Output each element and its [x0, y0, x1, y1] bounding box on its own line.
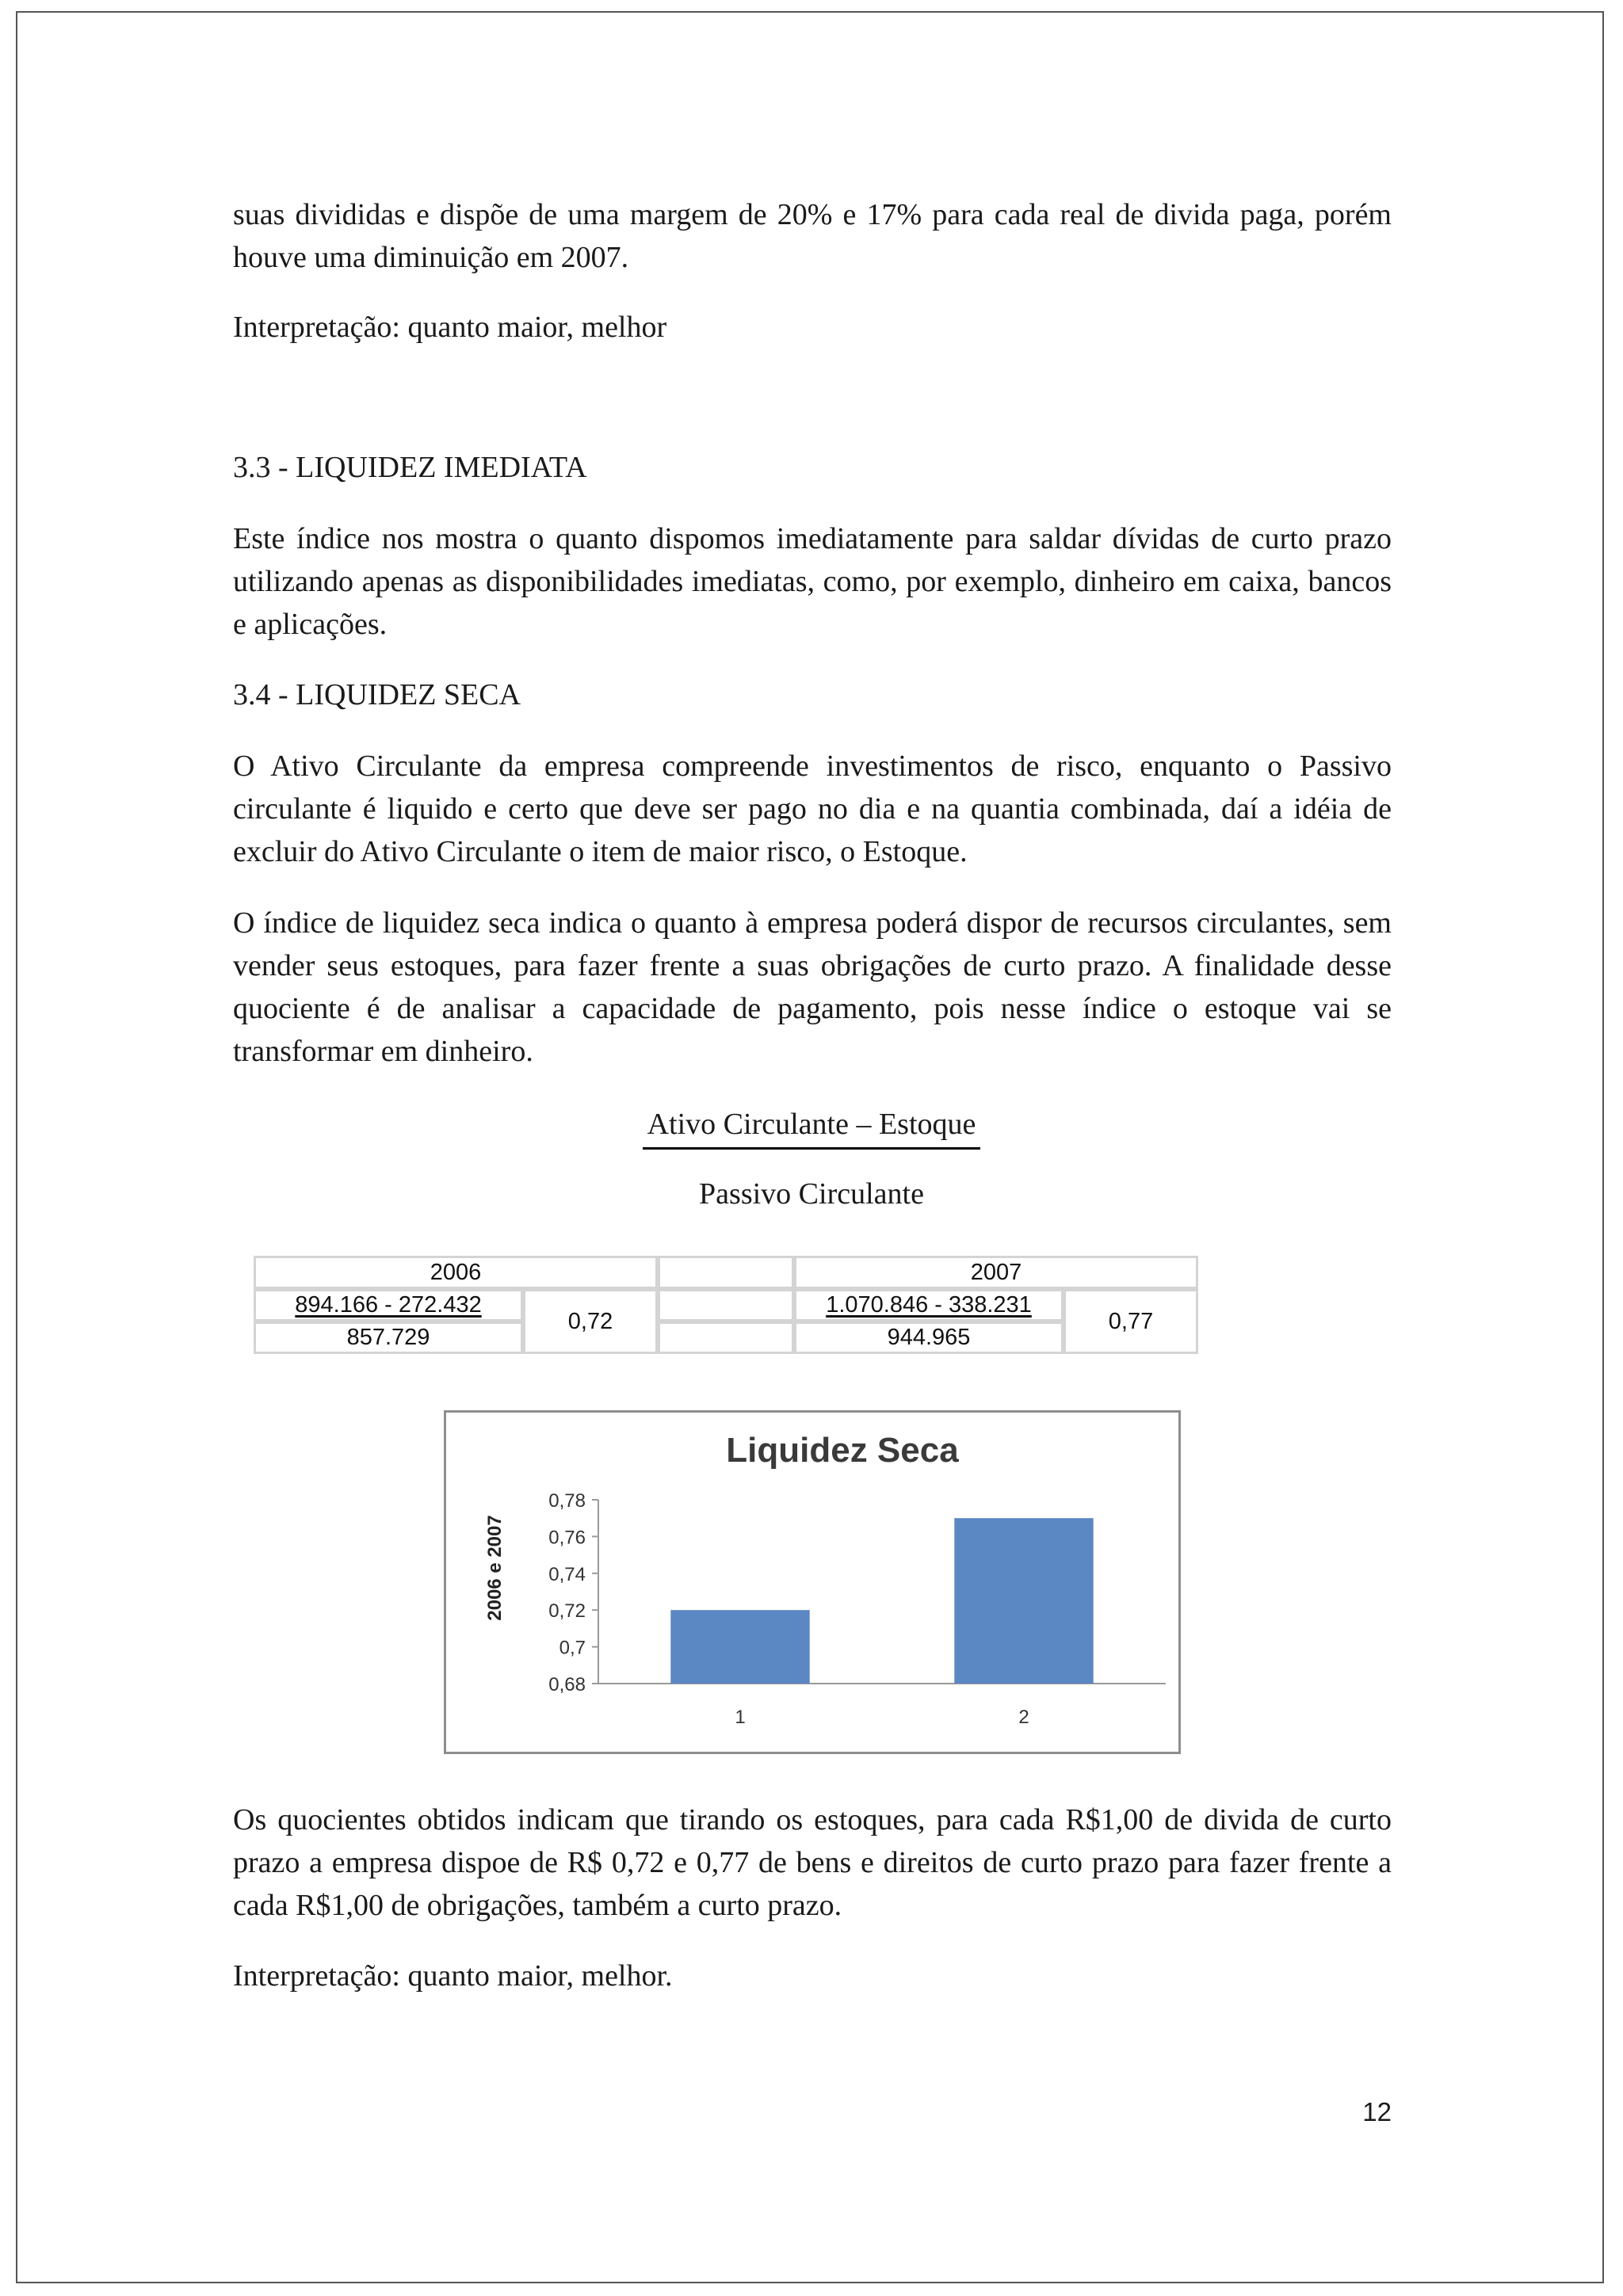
paragraph-text: Este índice nos mostra o quanto dispomos imediatamente para saldar dívidas de curto prazo utilizando apenas as disponibilidades imediatas, como, por exemplo, dinheiro em caixa, bancos e aplicações.: [233, 522, 1392, 641]
interpretation-text: Interpretação: quanto maior, melhor: [233, 311, 667, 344]
heading-liquidez-seca: [233, 673, 1392, 716]
formula-numerator-text: Ativo Circulante – Estoque: [643, 1103, 981, 1150]
table-2006-numerator: [254, 1289, 523, 1322]
fraction-denominator: 944.965: [887, 1325, 971, 1350]
interpretation-2: [233, 1955, 1392, 1997]
table-2006-result: [523, 1289, 658, 1354]
table-year-2006: [254, 1256, 658, 1289]
fraction-numerator: 1.070.846 - 338.231: [826, 1292, 1032, 1318]
heading-liquidez-imediata: [233, 446, 1392, 489]
chart-title: Liquidez Seca: [726, 1431, 959, 1470]
y-tick-label: 0,68: [548, 1674, 586, 1695]
section-heading: 3.4 - LIQUIDEZ SECA: [233, 678, 521, 711]
y-tick-label: 0,74: [548, 1563, 586, 1585]
table-spacer: [658, 1256, 794, 1289]
y-tick-label: 0,7: [559, 1637, 586, 1659]
result-value: 0,72: [567, 1308, 613, 1334]
calculation-table: [254, 1256, 1198, 1354]
interpretation-1: [233, 306, 1392, 349]
y-tick-label: 0,72: [548, 1600, 586, 1623]
table-spacer: [658, 1289, 794, 1322]
table-2007-result: [1064, 1289, 1198, 1354]
bar: [670, 1610, 809, 1684]
table-2007-denominator: [794, 1322, 1064, 1354]
y-tick-label: 0,76: [548, 1527, 586, 1549]
formula-denominator-text: Passivo Circulante: [699, 1177, 924, 1211]
chart-marks: [548, 1490, 1166, 1728]
paragraph-intro: [233, 193, 1392, 279]
table-2006-denominator: [254, 1322, 523, 1354]
year-label: 2006: [430, 1259, 482, 1285]
paragraph-text: O Ativo Circulante da empresa compreende investimentos de risco, enquanto o Passivo circulante é liquido e certo que deve ser pago no dia e na quantia combinada, daí a idéia de excluir do Ativo Circulante o item de maior risco, o Estoque.: [233, 749, 1392, 868]
paragraph-conclusion: [233, 1798, 1392, 1927]
paragraph-ativo-circulante: [233, 745, 1392, 873]
page-number: 12: [1362, 2097, 1392, 2126]
formula-numerator: [0, 1103, 1623, 1150]
year-label: 2007: [970, 1259, 1022, 1285]
table-year-2007: [794, 1256, 1198, 1289]
paragraph-text: Os quocientes obtidos indicam que tirando os estoques, para cada R$1,00 de divida de curto prazo a empresa dispoe de R$ 0,72 e 0,77 de bens e direitos de curto prazo para fazer frente a cada R$1,00 de obrigações, também a curto prazo.: [233, 1803, 1392, 1922]
chart-svg: [446, 1413, 1178, 1752]
formula-denominator: [0, 1173, 1623, 1215]
x-tick-label: 2: [1018, 1707, 1029, 1728]
table-2007-numerator: [794, 1289, 1064, 1322]
result-value: 0,77: [1108, 1308, 1154, 1334]
section-heading: 3.3 - LIQUIDEZ IMEDIATA: [233, 451, 587, 484]
table-spacer: [658, 1322, 794, 1354]
y-tick-label: 0,78: [548, 1490, 586, 1512]
fraction-denominator: 857.729: [346, 1325, 430, 1350]
interpretation-text: Interpretação: quanto maior, melhor.: [233, 1959, 673, 1993]
bar: [954, 1518, 1093, 1684]
paragraph-liquidez-imediata: [233, 517, 1392, 646]
liquidez-seca-chart: [444, 1410, 1181, 1754]
paragraph-text: suas divididas e dispõe de uma margem de 20% e 17% para cada real de divida paga, porém houve uma diminuição em 2007.: [233, 198, 1392, 274]
x-tick-label: 1: [735, 1707, 746, 1728]
fraction-numerator: 894.166 - 272.432: [295, 1292, 482, 1318]
paragraph-text: O índice de liquidez seca indica o quanto à empresa poderá dispor de recursos circulantes, sem vender seus estoques, para fazer frente a suas obrigações de curto prazo. A finalidade desse quociente é de analisar a capacidade de pagamento, pois nesse índice o estoque vai se transformar em dinheiro.: [233, 906, 1392, 1068]
paragraph-indice-liquidez: [233, 902, 1392, 1073]
chart-y-axis-label: 2006 e 2007: [484, 1515, 506, 1621]
